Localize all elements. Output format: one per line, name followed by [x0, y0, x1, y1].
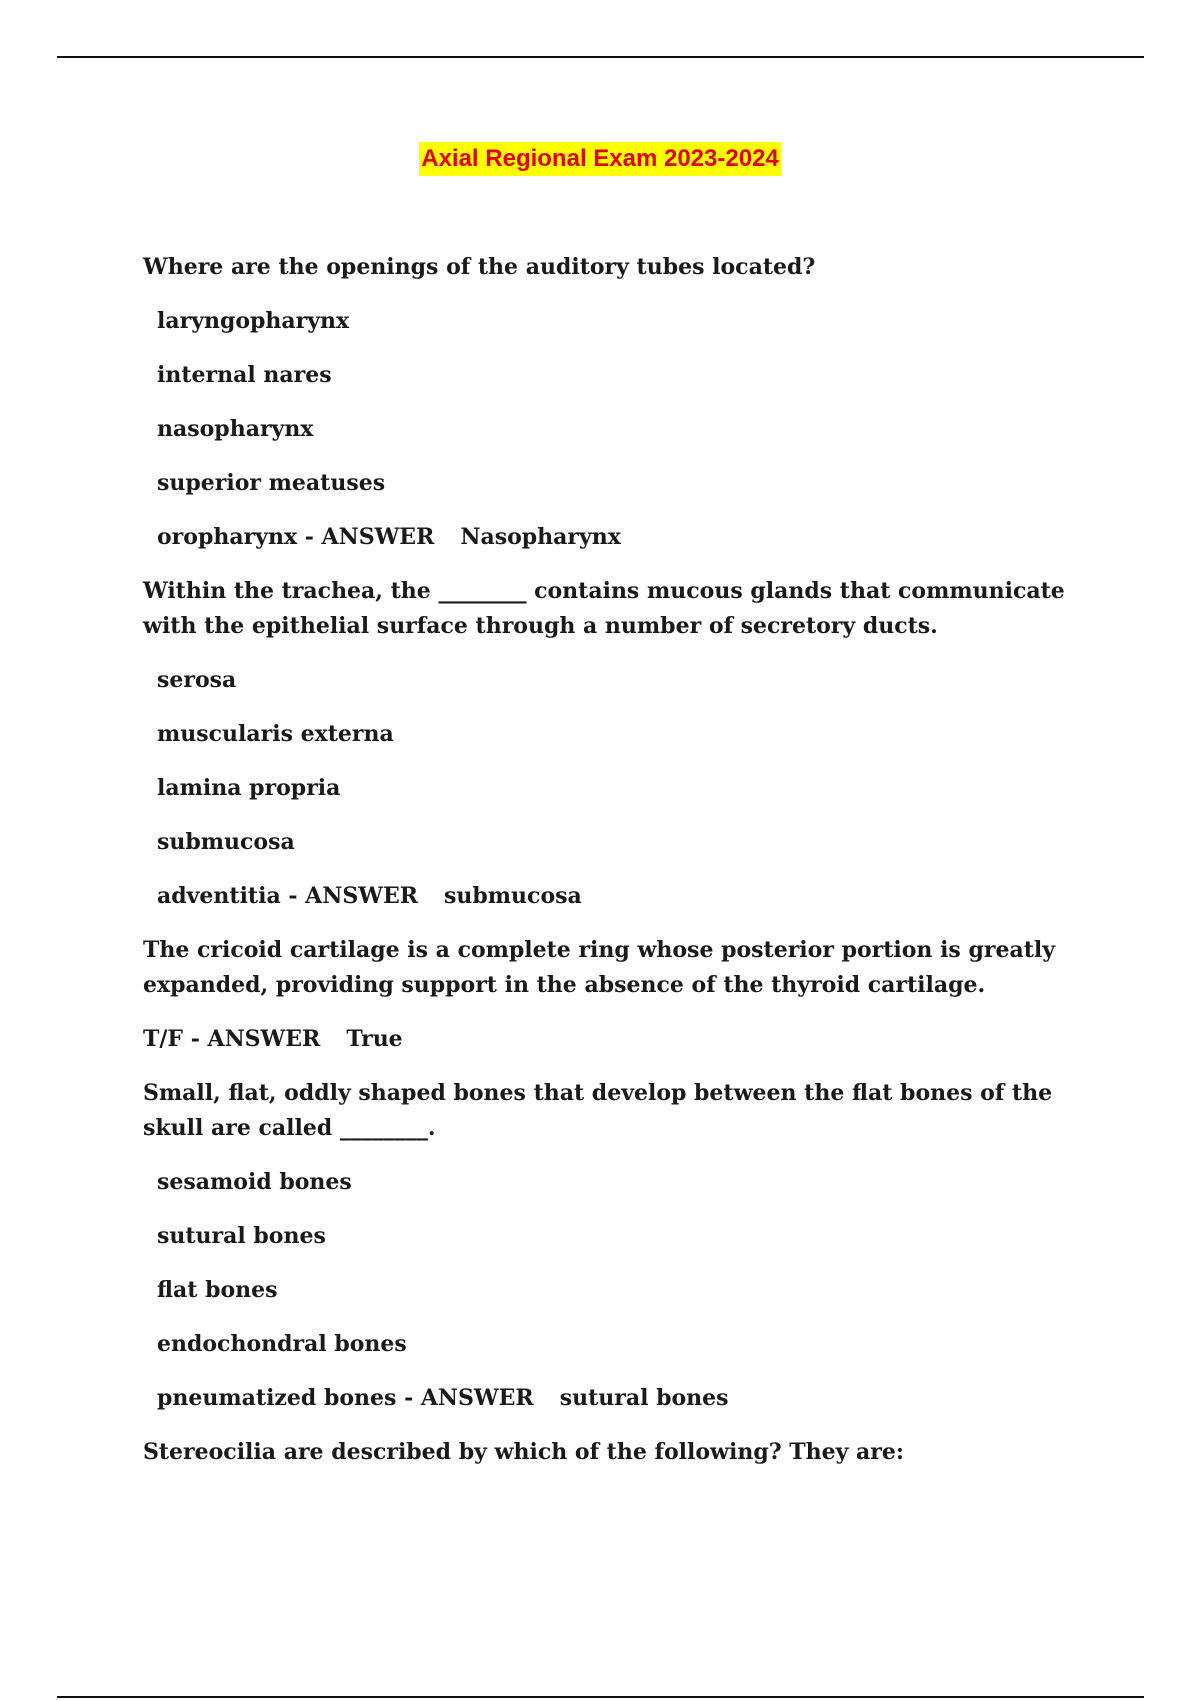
tf-prompt: T/F [143, 1026, 184, 1052]
answer-option: submucosa [157, 829, 295, 855]
correct-answer: sutural bones [559, 1385, 729, 1411]
question-text: Stereocilia are described by which of the following? They are: [143, 1439, 905, 1465]
document-title: Axial Regional Exam 2023-2024 [419, 142, 781, 176]
question-text: The cricoid cartilage is a complete ring whose posterior portion is greatly expanded, providing support in the absence of the thyroid cartilage. [143, 937, 1056, 998]
answer-option: sesamoid bones [157, 1169, 352, 1195]
answer-label: - ANSWER [404, 1385, 534, 1411]
answer-option: serosa [157, 667, 237, 693]
answer-option: superior meatuses [157, 470, 386, 496]
answer-option: adventitia [157, 883, 281, 909]
answer-option: pneumatized bones [157, 1385, 397, 1411]
answer-option: flat bones [157, 1277, 278, 1303]
answer-option: lamina propria [157, 775, 341, 801]
answer-option: laryngopharynx [157, 308, 350, 334]
question-text: Small, flat, oddly shaped bones that develop between the flat bones of the skull are called ________. [143, 1080, 1053, 1141]
answer-label: - ANSWER [190, 1026, 321, 1052]
answer-option: nasopharynx [157, 416, 314, 442]
bottom-rule [57, 1696, 1144, 1698]
answer-label: - ANSWER [288, 883, 419, 909]
answer-option: sutural bones [157, 1223, 326, 1249]
correct-answer: submucosa [444, 883, 582, 909]
title-block [0, 142, 1200, 176]
answer-line [157, 1381, 1083, 1416]
answer-line [157, 520, 1083, 555]
question-text: Where are the openings of the auditory tubes located? [143, 254, 816, 280]
question-text: Within the trachea, the ________ contains mucous glands that communicate with the epithelial surface through a number of secretory ducts. [143, 578, 1065, 639]
document-body [143, 250, 1083, 1489]
top-rule [57, 56, 1144, 58]
answer-option: oropharynx [157, 524, 298, 550]
answer-line [143, 1022, 1083, 1057]
answer-option: endochondral bones [157, 1331, 407, 1357]
answer-option: muscularis externa [157, 721, 394, 747]
answer-label: - ANSWER [304, 524, 435, 550]
answer-option: internal nares [157, 362, 332, 388]
correct-answer: Nasopharynx [460, 524, 621, 550]
answer-line [157, 879, 1083, 914]
correct-answer: True [346, 1026, 403, 1052]
